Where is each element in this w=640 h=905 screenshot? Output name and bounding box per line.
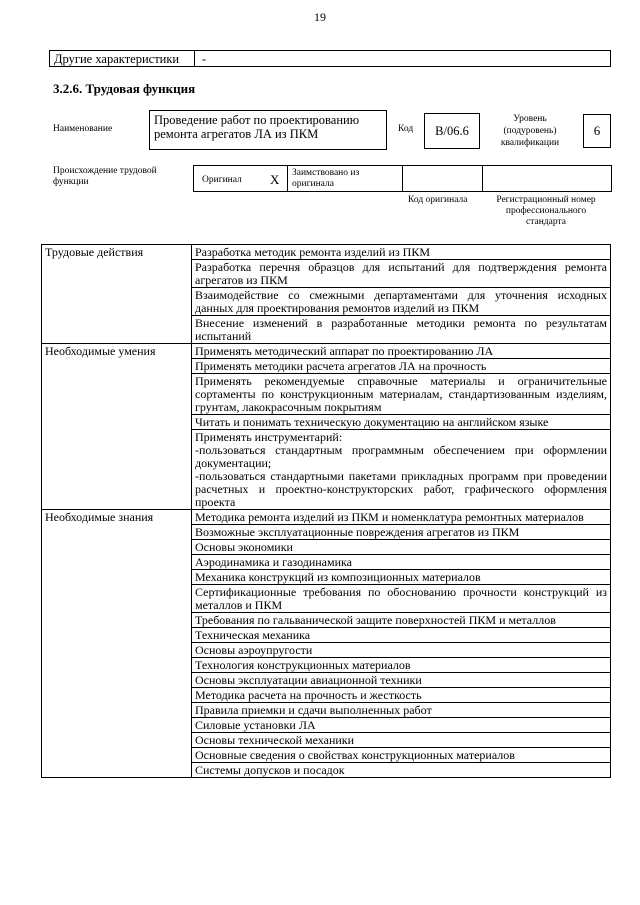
name-value: Проведение работ по проектированию ремонта агрегатов ЛА из ПКМ xyxy=(154,113,360,141)
table-row xyxy=(42,245,611,260)
section-label: Трудовые действия xyxy=(42,245,192,344)
code-value-box xyxy=(424,113,480,149)
table-cell: Применять инструментарий: -пользоваться стандартным программным обеспечением при оформлении документации; -пользоваться стандартными пакетами прикладных программ при проведении расчетных и проектно-конструкторских работ, графического оформления проекта xyxy=(192,430,611,510)
table-cell: Взаимодействие со смежными департаментами для уточнения исходных данных для проектирования ремонтов изделий из ПКМ xyxy=(192,288,611,316)
table-cell: Технология конструкционных материалов xyxy=(192,658,611,673)
table-row xyxy=(42,510,611,525)
original-mark: X xyxy=(270,172,280,187)
table-cell: Аэродинамика и газодинамика xyxy=(192,555,611,570)
table-cell: Методика расчета на прочность и жесткость xyxy=(192,688,611,703)
table-cell: Разработка перечня образцов для испытаний для подтверждения ремонта агрегатов из ПКМ xyxy=(192,260,611,288)
section-label: Необходимые знания xyxy=(42,510,192,778)
origin-table xyxy=(193,165,612,192)
table-cell: Сертификационные требования по обоснованию прочности конструкций из металлов и ПКМ xyxy=(192,585,611,613)
table-row xyxy=(42,344,611,359)
table-cell: Техническая механика xyxy=(192,628,611,643)
table-cell: Внесение изменений в разработанные методики ремонта по результатам испытаний xyxy=(192,316,611,344)
other-characteristics-label: Другие характеристики xyxy=(54,52,180,66)
table-cell: Читать и понимать техническую документацию на английском языке xyxy=(192,415,611,430)
table-cell: Применять методики расчета агрегатов ЛА на прочность xyxy=(192,359,611,374)
page-number: 19 xyxy=(314,10,326,24)
level-value-box xyxy=(583,114,611,148)
table-cell: Механика конструкций из композиционных материалов xyxy=(192,570,611,585)
level-value: 6 xyxy=(593,123,601,138)
code-original-caption: Код оригинала xyxy=(408,195,468,205)
original-label: Оригинал xyxy=(202,175,242,185)
table-cell: Методика ремонта изделий из ПКМ и номенклатура ремонтных материалов xyxy=(192,510,611,525)
table-cell: Возможные эксплуатационные повреждения агрегатов из ПКМ xyxy=(192,525,611,540)
functions-table xyxy=(41,244,611,778)
table-cell: Основы аэроупругости xyxy=(192,643,611,658)
borrowed-label: Заимствовано из оригинала xyxy=(292,168,360,189)
other-characteristics-row xyxy=(49,50,611,67)
name-label: Наименование xyxy=(53,124,113,134)
table-cell: Основные сведения о свойствах конструкционных материалов xyxy=(192,748,611,763)
code-label: Код xyxy=(398,124,414,134)
table-cell: Применять рекомендуемые справочные материалы и ограничительные сортаменты по конструкционным материалам, стандартизованным изделиям, грунтам, лакокрасочным покрытиям xyxy=(192,374,611,415)
code-value: B/06.6 xyxy=(435,124,469,138)
origin-label: Происхождение трудовой функции xyxy=(53,166,157,187)
table-cell: Основы экономики xyxy=(192,540,611,555)
table-cell: Разработка методик ремонта изделий из ПКМ xyxy=(192,245,611,260)
name-value-box xyxy=(149,110,387,150)
reg-number-caption: Регистрационный номер профессионального стандарта xyxy=(496,195,596,227)
table-cell: Правила приемки и сдачи выполненных работ xyxy=(192,703,611,718)
table-cell: Основы эксплуатации авиационной техники xyxy=(192,673,611,688)
table-cell: Силовые установки ЛА xyxy=(192,718,611,733)
table-cell: Требования по гальванической защите поверхностей ПКМ и металлов xyxy=(192,613,611,628)
section-label: Необходимые умения xyxy=(42,344,192,510)
table-cell: Основы технической механики xyxy=(192,733,611,748)
level-label: Уровень (подуровень) квалификации xyxy=(500,114,560,148)
other-characteristics-value: - xyxy=(202,52,207,66)
section-title: 3.2.6. Трудовая функция xyxy=(53,81,196,96)
table-cell: Применять методический аппарат по проектированию ЛА xyxy=(192,344,611,359)
table-cell: Системы допусков и посадок xyxy=(192,763,611,778)
